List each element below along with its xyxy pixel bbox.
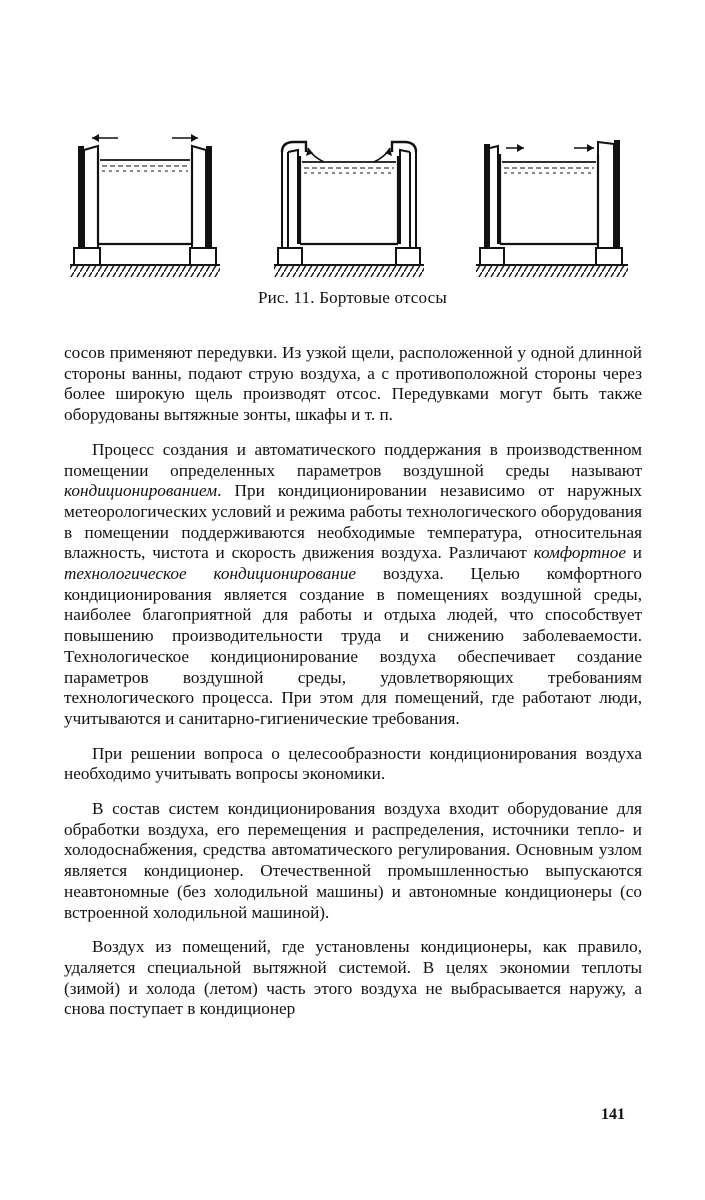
paragraph [64,440,642,730]
text-run: Процесс создания и автоматического поддержания в производственном помещении определенных параметров воздушной среды называют [64,439,642,480]
body-text [64,343,642,1020]
tank-diagram-1 [70,134,220,277]
tank-diagram-3 [476,140,628,277]
paragraph [64,744,642,785]
italic-term: технологическое кондиционирование [64,564,357,584]
paragraph [64,343,642,426]
text-run: . При кондиционировании независимо от наружных метеорологических условий и режима работы технологического оборудования в помещении поддерживаются необходимые температура, относительная влажность, чистота и скорость движения воздуха. Различают [64,481,642,563]
text-run: В состав систем кондиционирования воздуха входит оборудование для обработки воздуха, его перемещения и распределения, источники тепло- и холодоснабжения, средства автоматического регулирования. Основным узлом является кондиционер. Отечественной промышленностью выпускаются неавтономные (без холодильной машины) и автономные кондиционеры (со встроенной холодильной машиной). [64,799,642,922]
italic-term: комфортное [533,543,626,563]
figure-drawing [62,122,640,292]
text-run: воздуха. Целью комфортного кондиционирования является создание в помещениях воздушной среды, наиболее благоприятной для работы и отдыха людей, что способствует повышению производительности труда и снижению заболеваемости. Технологическое кондиционирование воздуха обеспечивает создание параметров воздушной среды, удовлетворяющих требованиям технологического процесса. При этом для помещений, где работают люди, учитываются и санитарно-гигиенические требования. [64,564,642,728]
text-run: При решении вопроса о целесообразности кондиционирования воздуха необходимо учитывать вопросы экономики. [64,743,642,784]
paragraph [64,799,642,923]
figure-caption: Рис. 11. Бортовые отсосы [257,288,448,307]
text-run: Воздух из помещений, где установлены кондиционеры, как правило, удаляется специальной вытяжной системой. В целях экономии теплоты (зимой) и холода (летом) часть этого воздуха не выбрасывается наружу, а снова поступает в кондиционер [64,937,642,1019]
text-run: сосов применяют передувки. Из узкой щели, расположенной у одной длинной стороны ванны, подают струю воздуха, а с противоположной стороны через более широкую щель производят отсос. Передувками могут быть также оборудованы вытяжные зонты, шкафы и т. п. [64,343,642,425]
tank-diagram-2 [274,142,424,277]
italic-term: кондиционированием [64,481,218,501]
page-number: 141 [601,1106,625,1123]
paragraph [64,937,642,1020]
figure-side-exhausts [62,122,640,292]
text-run: и [625,543,642,563]
